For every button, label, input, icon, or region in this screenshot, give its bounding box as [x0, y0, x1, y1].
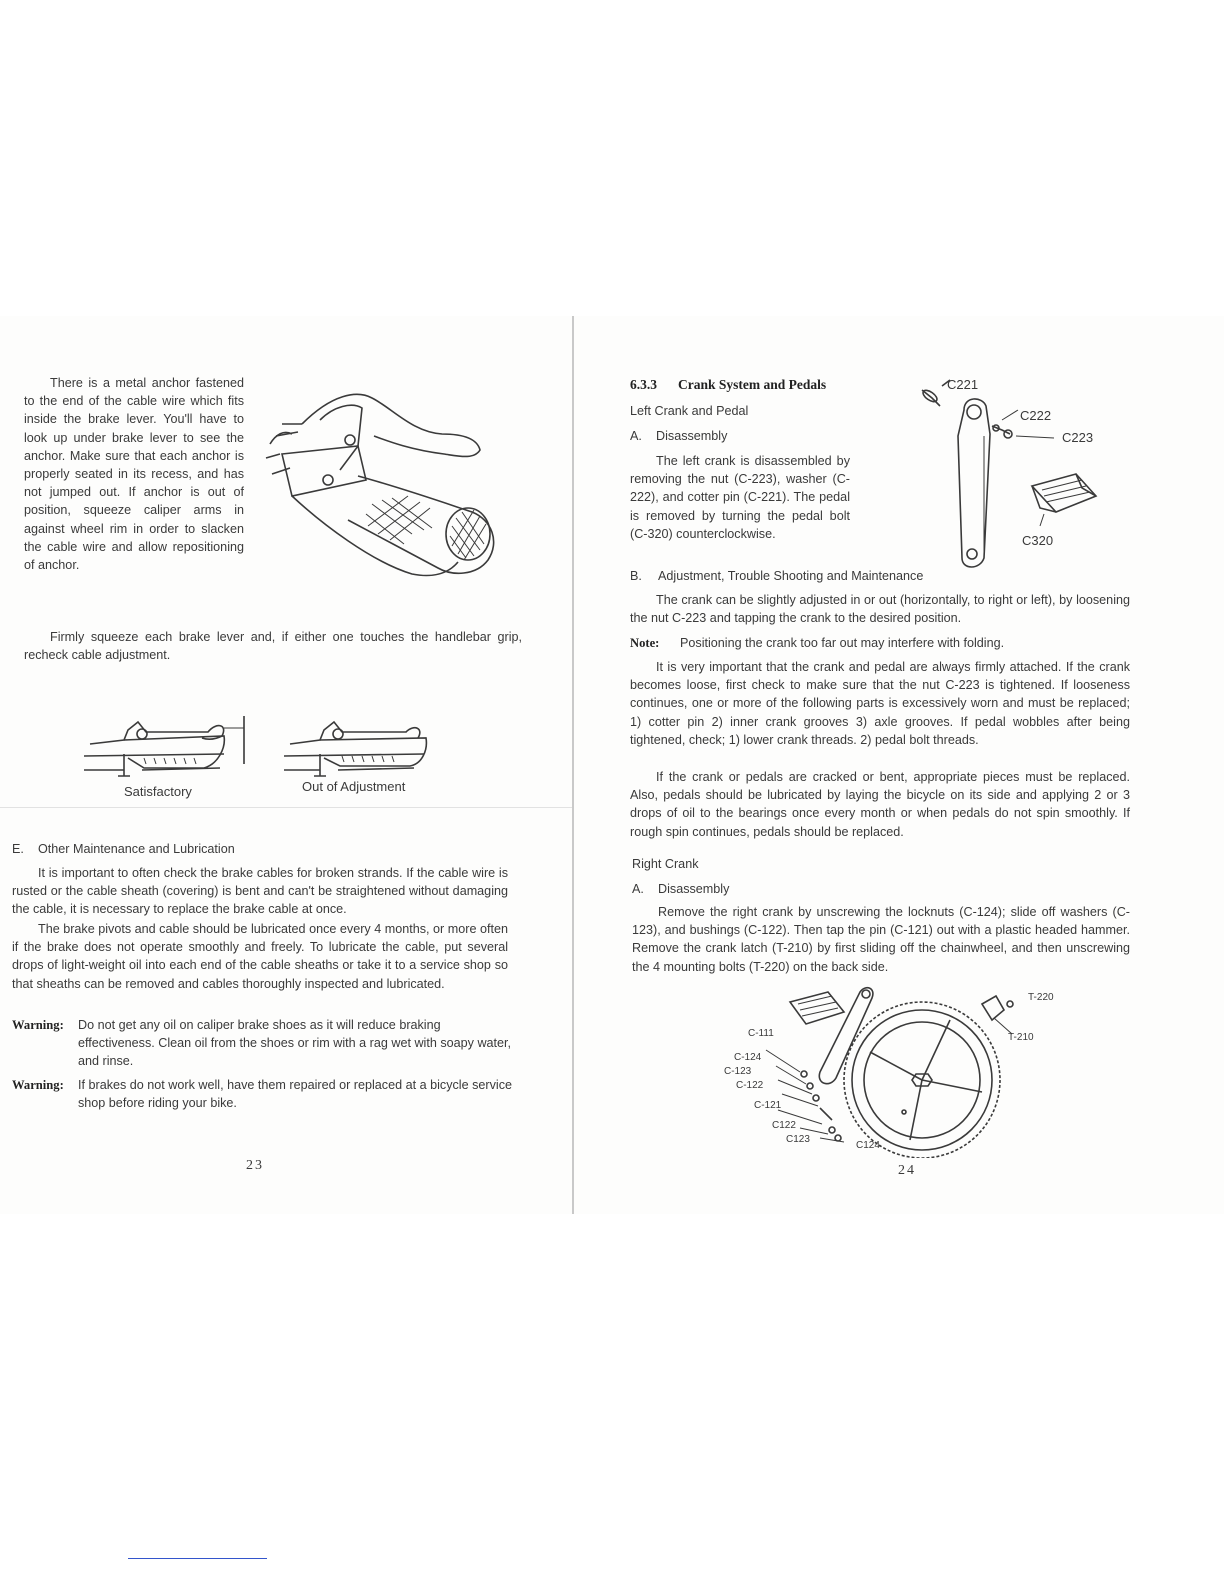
left-disassembly-text: The left crank is disassembled by removing the nut (C-223), washer (C-222), and cotter pin (C-221). The pedal is removed by turning the pedal bolt (C-320) counterclockwise. [630, 454, 850, 541]
right-crank-heading: Right Crank [632, 857, 699, 871]
left-disassembly-letter: A. [630, 429, 642, 443]
part-c121: C-121 [754, 1100, 782, 1111]
adjust-paragraph-2: It is very important that the crank and pedal are always firmly attached. If the crank becomes loose, first check to make sure that the nut C-223 is tightened. If looseness continues, one or more of the following parts is excessively worn and must be replaced; 1) cotter pin 2) inner crank grooves 3) axle grooves. If pedal wobbles after being tightened, check; 1) lower crank threads. 2) pedal bolt threads. [630, 660, 1130, 747]
note-text: Positioning the crank too far out may interfere with folding. [680, 636, 1005, 650]
right-disassembly-text: Remove the right crank by unscrewing the locknuts (C-124); slide off washers (C-123), and bushings (C-122). Then tap the pin (C-121) out with a plastic headed hammer. Remove the crank latch (T-210) by first sliding off the chainwheel, and then unscrewing the 4 mounting bolts (T-220) on the back side. [632, 905, 1130, 974]
part-c122-lower: C122 [772, 1120, 796, 1131]
section-e-paragraph-1: It is important to often check the brake cables for broken strands. If the cable wire is rusted or the cable sheath (covering) is bent and can't be straightened without damaging the cable, it is necessary to replace the brake cable at once. [12, 866, 508, 917]
left-crank-illustration [916, 376, 1106, 570]
section-title: Crank System and Pedals [678, 377, 827, 392]
warning-service-text: If brakes do not work well, have them repaired or replaced at a bicycle service shop before riding your bike. [78, 1078, 512, 1111]
left-disassembly-title: Disassembly [656, 429, 728, 443]
adjust-letter: B. [630, 569, 642, 583]
out-of-adjustment-label: Out of Adjustment [302, 779, 406, 794]
adjust-paragraph-3: If the crank or pedals are cracked or bent, appropriate pieces must be replaced. Also, pedals should be lubricated by laying the bicycle on its side and applying 2 or 3 drops of oil to the bearings once every month or when pedals do not spin smoothly. If rough spin continues, pedals should be replaced. [630, 770, 1130, 839]
left-disassembly-heading [630, 427, 727, 445]
warning-oil-label: Warning: [12, 1018, 64, 1032]
squeeze-paragraph: Firmly squeeze each brake lever and, if either one touches the handlebar grip, recheck cable adjustment. [24, 630, 522, 663]
section-heading [630, 377, 826, 393]
section-e-heading [12, 842, 235, 856]
chainwheel-illustration [720, 980, 1050, 1158]
right-disassembly-title: Disassembly [658, 882, 730, 896]
warning-oil [12, 1016, 512, 1071]
section-number: 6.3.3 [630, 377, 657, 392]
page-number-right: 24 [898, 1163, 916, 1178]
part-t220: T-220 [1028, 992, 1054, 1003]
left-crank-heading: Left Crank and Pedal [630, 404, 749, 418]
satisfactory-label: Satisfactory [124, 784, 192, 799]
part-c222: C222 [1020, 408, 1052, 423]
bottom-rule [128, 1558, 267, 1559]
part-c123: C-123 [724, 1066, 752, 1077]
warning-service-label: Warning: [12, 1078, 64, 1092]
adjust-heading [630, 567, 923, 585]
note-label: Note: [630, 636, 660, 650]
anchor-paragraph: There is a metal anchor fastened to the end of the cable wire which fits inside the brake lever. You'll have to look up under brake lever to see the anchor. Make sure that each anchor is properly seated in its recess, and has not jumped out. If anchor is out of position, squeeze caliper arms in against wheel rim in order to slacken the cable wire and allow repositioning of anchor. [24, 376, 244, 573]
section-e-letter: E. [12, 842, 24, 856]
part-c221: C221 [947, 377, 979, 392]
fold-line [0, 807, 572, 808]
brake-lever-illustration [262, 384, 502, 582]
part-c111: C-111 [748, 1028, 774, 1039]
satisfactory-lever-illustration [84, 708, 254, 778]
adjust-title: Adjustment, Trouble Shooting and Maintenance [658, 569, 924, 583]
out-of-adjustment-lever-illustration [284, 708, 444, 778]
note [630, 634, 1130, 652]
part-c123-lower: C123 [786, 1134, 810, 1145]
part-t210: T-210 [1008, 1032, 1034, 1043]
adjust-paragraph-1: The crank can be slightly adjusted in or out (horizontally, to right or left), by loosening the nut C-223 and tapping the crank to the desired position. [630, 593, 1130, 626]
page-number-left: 23 [246, 1158, 264, 1173]
right-disassembly-heading [632, 880, 729, 898]
section-e-paragraph-2: The brake pivots and cable should be lubricated once every 4 months, or more often if the brake does not operate smoothly and freely. To lubricate the cable, put several drops of light-weight oil into each end of the cable sheaths or take it to a service shop so that sheaths can be removed and cables thoroughly inspected and lubricated. [12, 922, 508, 991]
section-e-title: Other Maintenance and Lubrication [38, 842, 235, 856]
part-c223: C223 [1062, 430, 1094, 445]
page-gutter [572, 316, 574, 1214]
warning-service [12, 1076, 512, 1112]
part-c320: C320 [1022, 533, 1054, 548]
part-c124-lower: C124 [856, 1140, 880, 1151]
warning-oil-text: Do not get any oil on caliper brake shoes as it will reduce braking effectiveness. Clean oil from the shoes or rim with a rag wet with soapy water, and rinse. [78, 1018, 512, 1069]
right-disassembly-letter: A. [632, 882, 644, 896]
part-c122: C-122 [736, 1080, 764, 1091]
part-c124: C-124 [734, 1052, 762, 1063]
